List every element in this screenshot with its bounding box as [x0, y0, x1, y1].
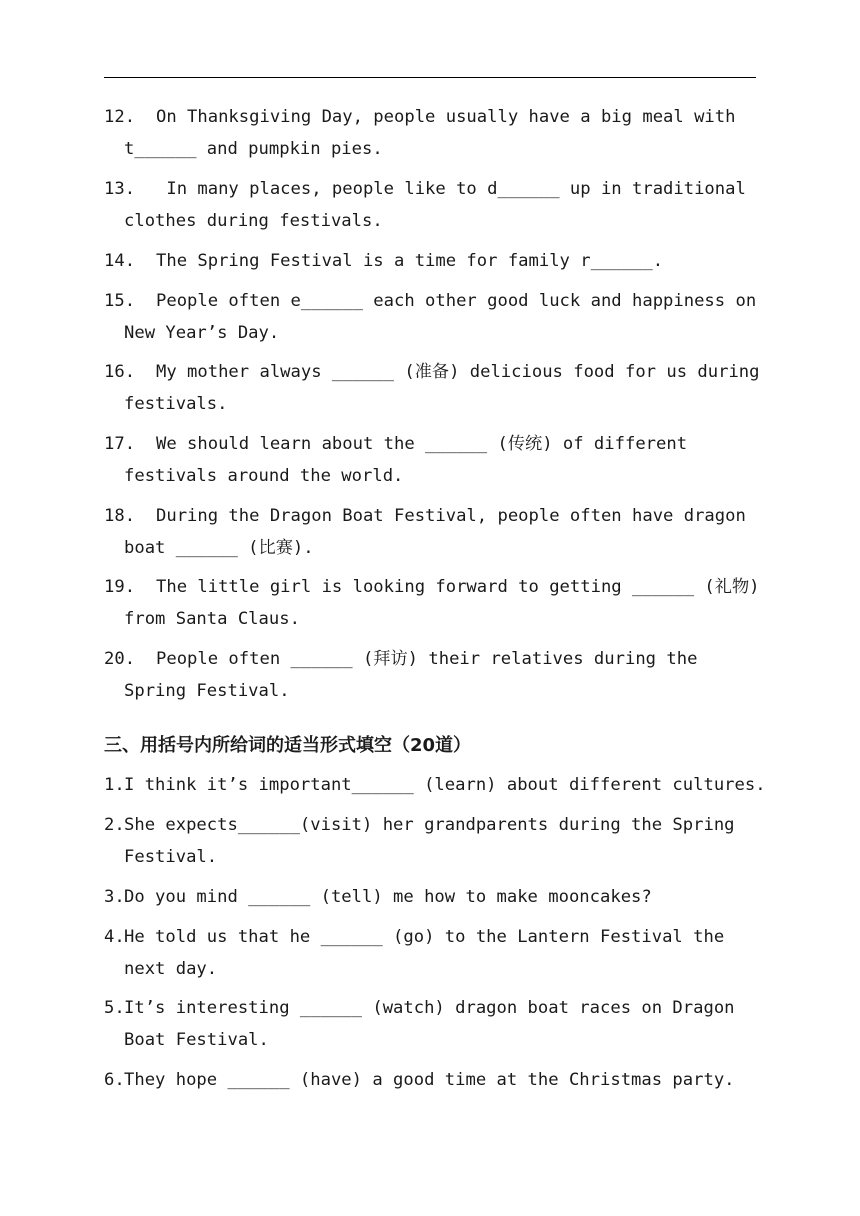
question-text: People often ______ (拜访) their relatives during the	[156, 649, 698, 669]
exercise-6	[104, 1064, 764, 1096]
question-number: 19.	[104, 577, 136, 597]
question-text: The Spring Festival is a time for family r______.	[156, 251, 664, 271]
question-14	[104, 245, 764, 277]
question-number: 13.	[104, 179, 136, 199]
exercise-2	[104, 809, 764, 873]
question-text-continued: festivals.	[124, 394, 228, 414]
exercise-number: 5.	[104, 998, 125, 1018]
section-heading: 三、用括号内所给词的适当形式填空（20道）	[104, 735, 472, 756]
exercise-text-continued: next day.	[124, 959, 218, 979]
question-15	[104, 285, 764, 349]
exercise-number: 4.	[104, 927, 125, 947]
exercise-text: It’s interesting ______ (watch) dragon boat races on Dragon	[124, 998, 735, 1018]
question-text: In many places, people like to d______ up in traditional	[156, 179, 746, 199]
question-number: 12.	[104, 107, 136, 127]
exercise-1	[104, 769, 764, 801]
exercise-number: 6.	[104, 1070, 125, 1090]
question-20	[104, 643, 764, 707]
question-16	[104, 356, 764, 420]
header-rule	[104, 77, 756, 78]
question-text-continued: clothes during festivals.	[124, 211, 383, 231]
exercise-text-continued: Boat Festival.	[124, 1030, 269, 1050]
exercise-3	[104, 881, 764, 913]
exercise-number: 3.	[104, 887, 125, 907]
question-number: 14.	[104, 251, 136, 271]
question-number: 18.	[104, 506, 136, 526]
question-text: On Thanksgiving Day, people usually have a big meal with	[156, 107, 736, 127]
exercise-text: They hope ______ (have) a good time at the Christmas party.	[124, 1070, 735, 1090]
question-number: 17.	[104, 434, 136, 454]
question-text-continued: boat ______ (比赛).	[124, 538, 314, 558]
question-text-continued: New Year’s Day.	[124, 323, 280, 343]
question-number: 20.	[104, 649, 136, 669]
question-text: My mother always ______ (准备) delicious food for us during	[156, 362, 760, 382]
exercise-text: I think it’s important______ (learn) about different cultures.	[124, 775, 766, 795]
question-18	[104, 500, 764, 564]
question-text: We should learn about the ______ (传统) of different	[156, 434, 688, 454]
question-text: The little girl is looking forward to getting ______ (礼物)	[156, 577, 760, 597]
question-12	[104, 101, 764, 165]
question-text-continued: Spring Festival.	[124, 681, 290, 701]
exercise-4	[104, 921, 764, 985]
exercise-text: She expects______(visit) her grandparents during the Spring	[124, 815, 735, 835]
exercise-text: He told us that he ______ (go) to the Lantern Festival the	[124, 927, 725, 947]
exercise-number: 2.	[104, 815, 125, 835]
exercise-5	[104, 992, 764, 1056]
question-number: 15.	[104, 291, 136, 311]
question-number: 16.	[104, 362, 136, 382]
question-17	[104, 428, 764, 492]
question-19	[104, 571, 764, 635]
question-text: People often e______ each other good luck and happiness on	[156, 291, 757, 311]
question-text-continued: festivals around the world.	[124, 466, 404, 486]
exercise-number: 1.	[104, 775, 125, 795]
question-13	[104, 173, 764, 237]
question-text-continued: from Santa Claus.	[124, 609, 300, 629]
exercise-text-continued: Festival.	[124, 847, 218, 867]
question-text: During the Dragon Boat Festival, people often have dragon	[156, 506, 746, 526]
exercise-text: Do you mind ______ (tell) me how to make mooncakes?	[124, 887, 652, 907]
question-text-continued: t______ and pumpkin pies.	[124, 139, 383, 159]
